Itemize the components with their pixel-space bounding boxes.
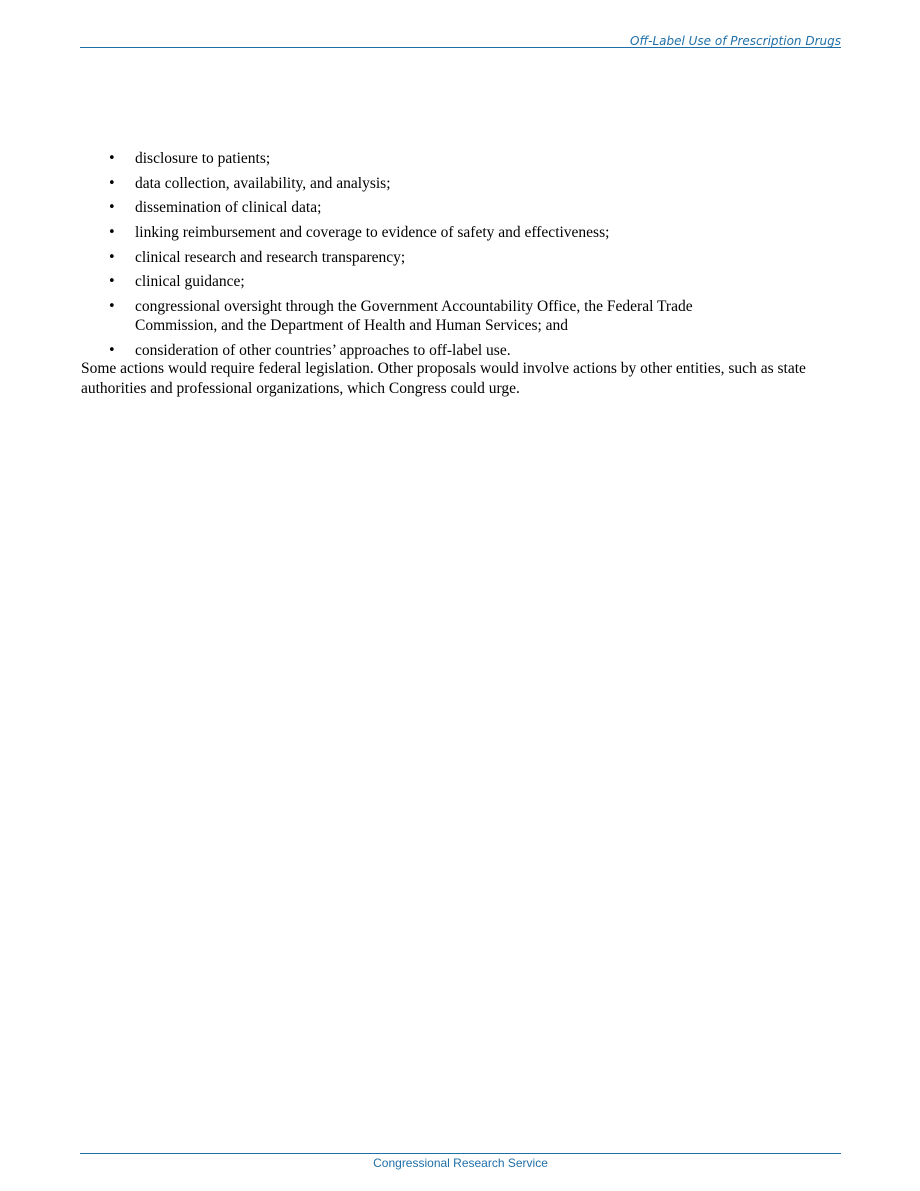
bullet-list-item: [81, 174, 841, 193]
bullet-list-item: [81, 149, 841, 168]
footer-label: Congressional Research Service: [373, 1156, 548, 1170]
running-header-title: Off-Label Use of Prescription Drugs: [630, 34, 841, 48]
bullet-list-item: [81, 341, 841, 360]
bullet-list-item: [81, 248, 841, 267]
bullet-text: linking reimbursement and coverage to evidence of safety and effectiveness;: [135, 224, 610, 242]
running-header: [80, 31, 841, 48]
bullet-text: disclosure to patients;: [135, 150, 271, 167]
body-paragraph: Some actions would require federal legislation. Other proposals would involve actions by other entities, such as state authorities and professional organizations, which Congress could urge.: [81, 359, 806, 397]
bullet-text: consideration of other countries’ approaches to off-label use.: [135, 341, 511, 359]
bullet-marker-icon: •: [108, 151, 116, 166]
bullet-marker-icon: •: [108, 225, 116, 241]
bullet-list-item: [81, 272, 841, 291]
bullet-list: [81, 149, 841, 360]
bullet-marker-icon: •: [108, 249, 116, 265]
bullet-list-item: [81, 198, 841, 217]
bullet-marker-icon: •: [108, 175, 116, 191]
bullet-text: clinical guidance;: [135, 273, 245, 291]
page-footer: [80, 1153, 841, 1172]
bullet-marker-icon: •: [108, 274, 116, 290]
bullet-text: congressional oversight through the Government Accountability Office, the Federal Trade Commission, and the Department of Health and Human Services; and: [135, 298, 693, 335]
page-body: [81, 149, 841, 406]
bullet-marker-icon: •: [108, 200, 116, 216]
bullet-text: dissemination of clinical data;: [135, 199, 322, 217]
bullet-text: clinical research and research transparency;: [135, 248, 406, 266]
bullet-marker-icon: •: [108, 342, 116, 358]
bullet-list-item: [81, 223, 841, 242]
bullet-text: data collection, availability, and analysis;: [135, 174, 391, 192]
bullet-marker-icon: •: [108, 299, 116, 315]
bullet-list-item: [81, 297, 841, 335]
